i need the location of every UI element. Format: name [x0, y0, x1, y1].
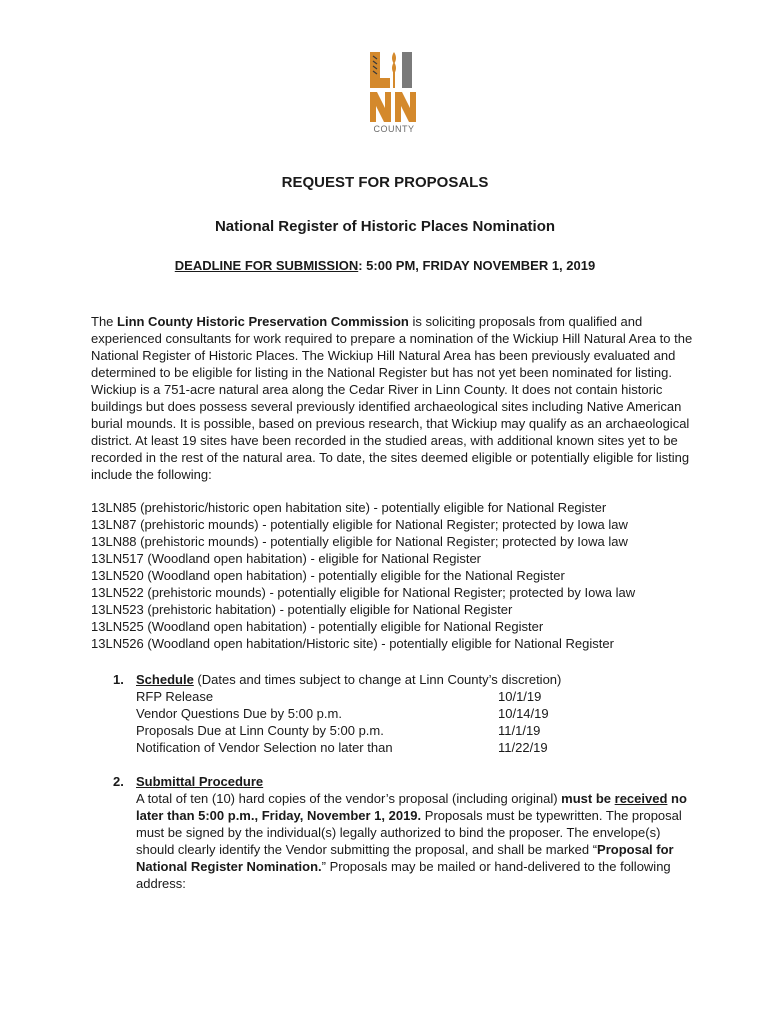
schedule-heading-line	[136, 671, 696, 688]
submittal-content	[136, 773, 696, 892]
deadline-line	[0, 258, 770, 273]
submittal-text-2: Proposals must be typewritten. The proposal must be signed by the individual(s) legally authorized to bind the proposer. The envelope(s) should clearly identify the Vendor submitting the proposal, and shall be marked “	[136, 808, 682, 857]
schedule-content	[136, 671, 696, 756]
deadline-label: DEADLINE FOR SUBMISSION	[174, 258, 359, 273]
received-text: received	[614, 791, 668, 806]
submittal-text-1: A total of ten (10) hard copies of the vendor’s proposal (including original)	[136, 791, 562, 806]
schedule-date: 11/22/19	[498, 740, 548, 755]
schedule-heading: Schedule	[136, 672, 194, 687]
site-item: 13LN522 (prehistoric mounds) - potentially eligible for National Register; protected by Iowa law	[91, 585, 636, 600]
site-item: 13LN88 (prehistoric mounds) - potentially eligible for National Register; protected by Iowa law	[91, 534, 628, 549]
site-item: 13LN520 (Woodland open habitation) - potentially eligible for the National Register	[91, 568, 565, 583]
schedule-label: Notification of Vendor Selection no later than	[136, 740, 393, 755]
schedule-date: 10/1/19	[498, 689, 542, 704]
submittal-text-3: ” Proposals may be mailed or hand-delivered to the following address:	[136, 859, 671, 891]
intro-paragraph	[91, 313, 701, 483]
section-number: 1.	[113, 672, 124, 687]
document-subtitle: National Register of Historic Places Nomination	[214, 218, 556, 235]
section-number: 2.	[113, 774, 124, 789]
document-title: REQUEST FOR PROPOSALS	[281, 174, 489, 191]
submittal-paragraph	[136, 790, 696, 892]
submittal-deadline: no later than 5:00 p.m., Friday, November 1, 2019.	[136, 791, 687, 823]
site-item: 13LN525 (Woodland open habitation) - potentially eligible for National Register	[91, 619, 544, 634]
deadline-value: : 5:00 PM, FRIDAY NOVEMBER 1, 2019	[358, 258, 596, 273]
submittal-heading: Submittal Procedure	[136, 774, 264, 789]
site-item: 13LN87 (prehistoric mounds) - potentially eligible for National Register; protected by Iowa law	[91, 517, 628, 532]
logo-county-text: COUNTY	[373, 124, 415, 134]
intro-body: is soliciting proposals from qualified and experienced consultants for work required to prepare a nomination of the Wickiup Hill Natural Area to the National Register of Historic Places. The Wickiup Hill Natural Area has been previously evaluated and determined to be eligible for listing in the National Register but has not yet been nominated for listing. Wickiup is a 751-acre natural area along the Cedar River in Linn County. It does not contain historic buildings but does possess several previously identified archaeological sites including Native American burial mounds. It is possible, based on previous research, that Wickiup may qualify as an archaeological district. At least 19 sites have been recorded in the studied areas, with additional known sites yet to be recorded in the rest of the natural area. To date, the sites deemed eligible or potentially eligible for listing include the following:	[91, 314, 693, 482]
schedule-label: RFP Release	[136, 689, 214, 704]
schedule-row	[136, 688, 696, 705]
schedule-row	[136, 739, 696, 756]
site-list	[91, 499, 711, 652]
site-item: 13LN517 (Woodland open habitation) - eligible for National Register	[91, 551, 481, 566]
schedule-label: Vendor Questions Due by 5:00 p.m.	[136, 706, 342, 721]
schedule-date: 11/1/19	[498, 723, 541, 738]
site-item: 13LN526 (Woodland open habitation/Historic site) - potentially eligible for National Register	[91, 636, 614, 651]
schedule-row	[136, 722, 696, 739]
site-item: 13LN85 (prehistoric/historic open habitation site) - potentially eligible for National Register	[91, 500, 607, 515]
proposal-marking: Proposal for National Register Nomination.	[136, 842, 674, 874]
schedule-label: Proposals Due at Linn County by 5:00 p.m.	[136, 723, 384, 738]
commission-name: Linn County Historic Preservation Commission	[117, 314, 409, 329]
schedule-note: (Dates and times subject to change at Linn County’s discretion)	[193, 672, 562, 687]
schedule-date: 10/14/19	[498, 706, 549, 721]
schedule-row	[136, 705, 696, 722]
must-be-text: must be	[561, 791, 612, 806]
site-item: 13LN523 (prehistoric habitation) - potentially eligible for National Register	[91, 602, 513, 617]
intro-pre: The	[91, 314, 118, 329]
